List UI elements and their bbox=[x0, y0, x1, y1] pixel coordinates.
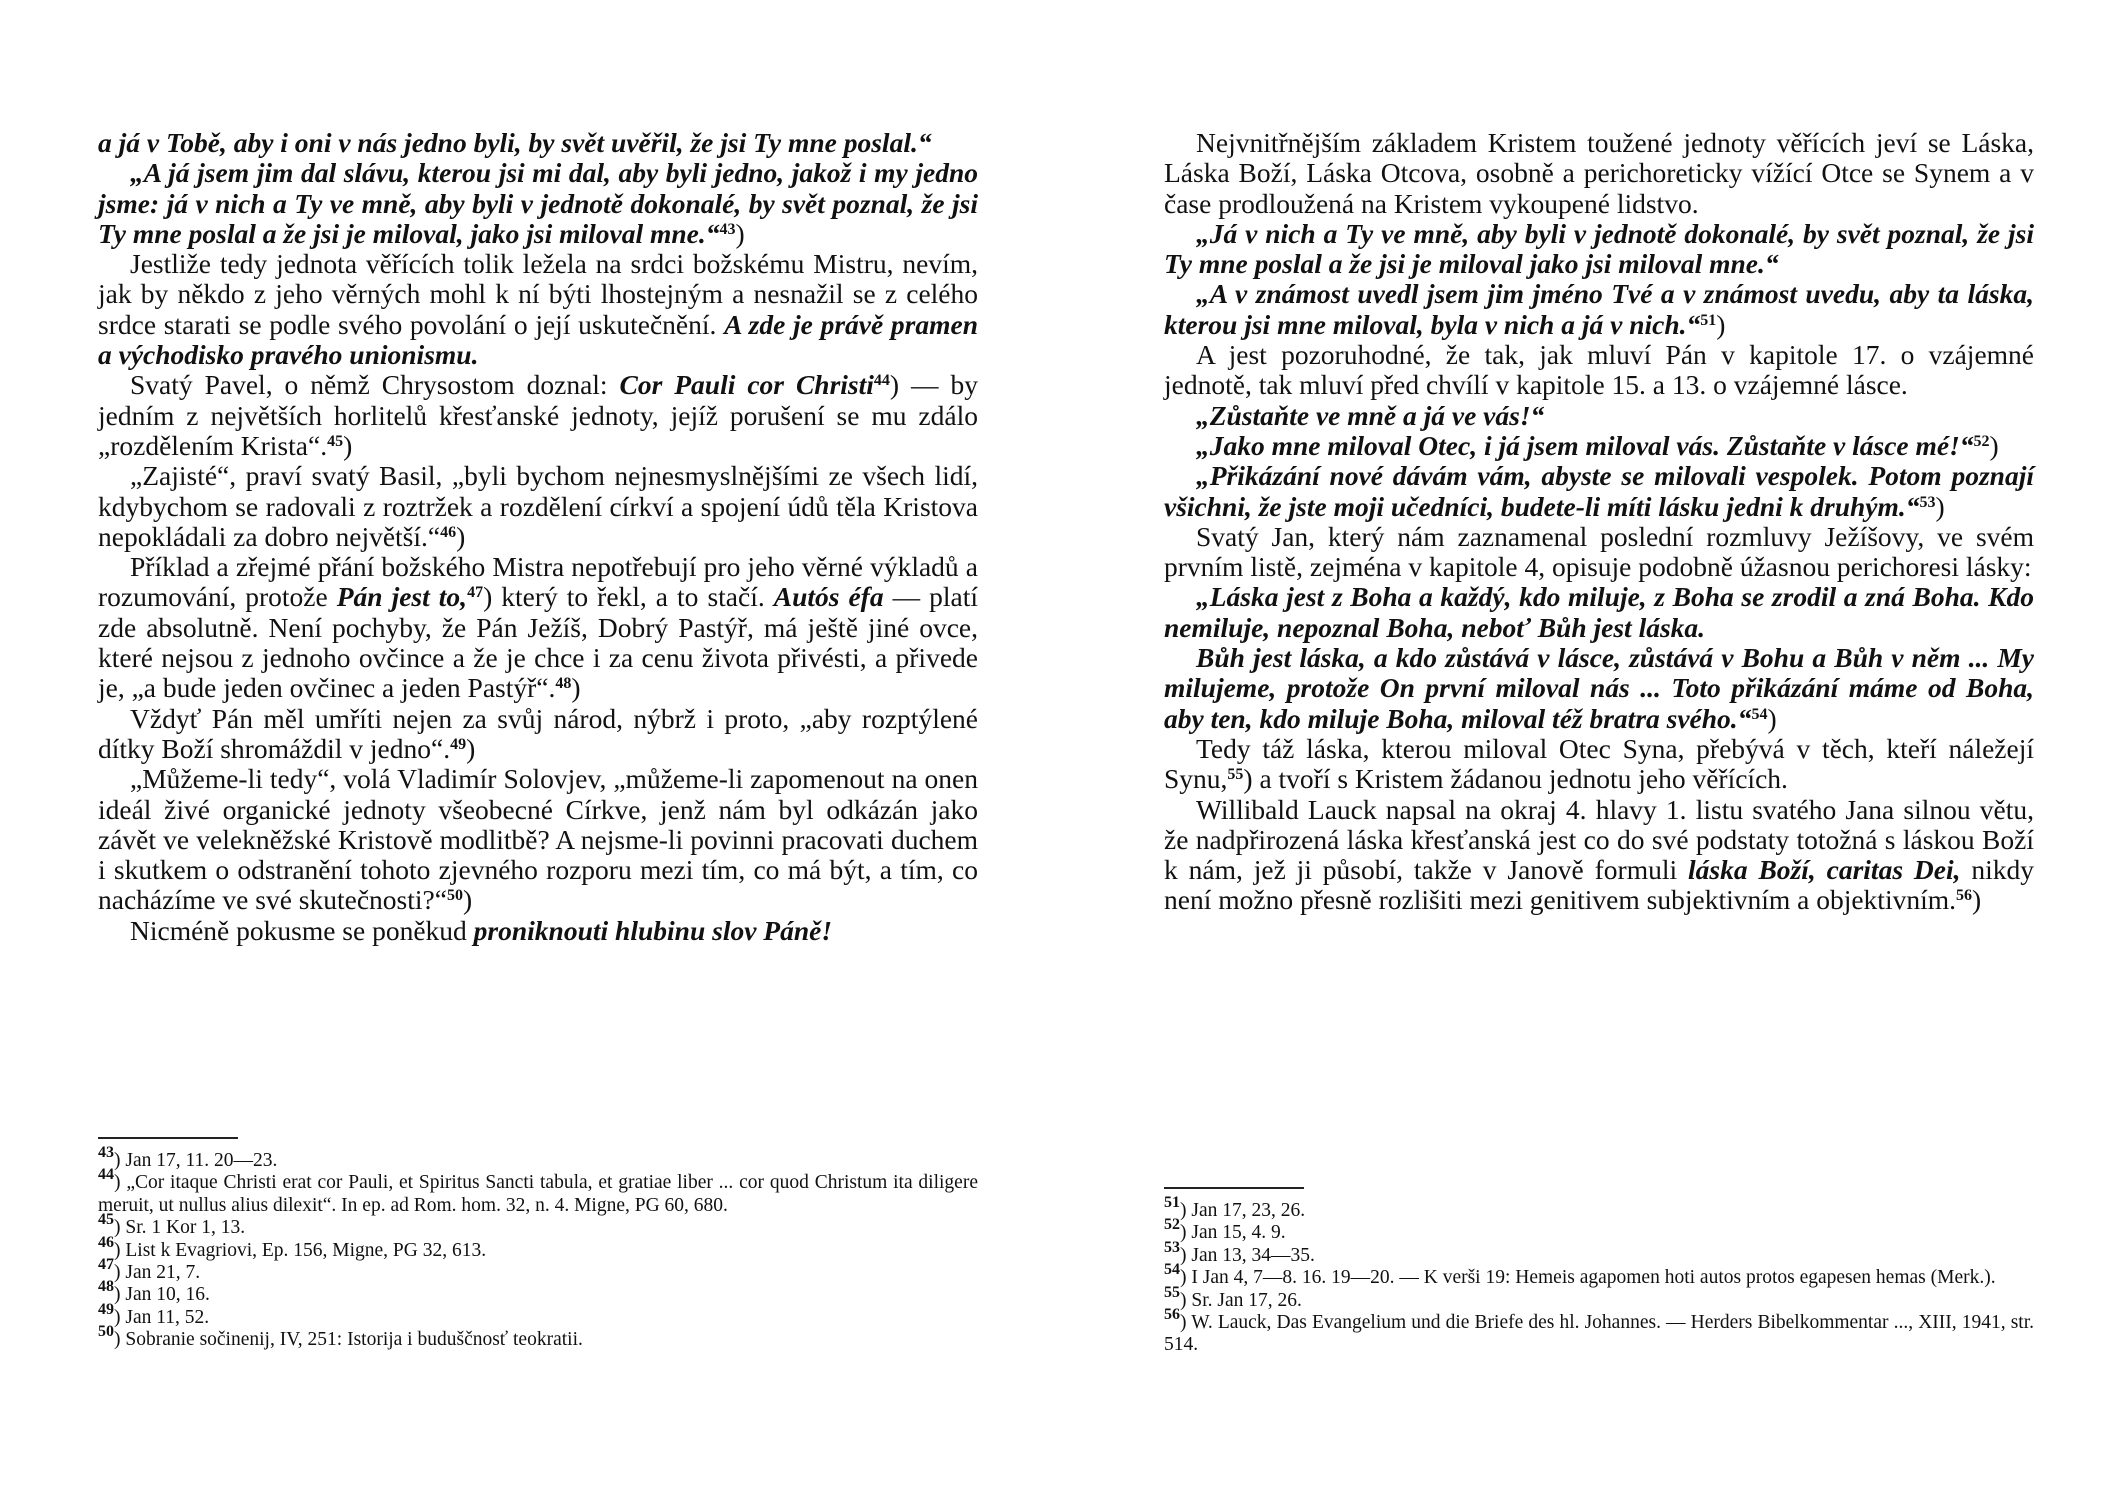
footnote-ref: 45 bbox=[327, 432, 344, 450]
paragraph bbox=[1164, 582, 2034, 643]
footnote bbox=[98, 1233, 978, 1262]
emphasis-text: „Láska jest z Boha a každý, kdo miluje, z Boha se zrodil a zná Boha. Kdo nemiluje, nepoznal Boha, neboť Bůh jest láska. bbox=[1164, 581, 2034, 643]
emphasis-text: „Zůstaňte ve mně a já ve vás!“ bbox=[1196, 399, 1545, 431]
footnote-number: 55 bbox=[1164, 1283, 1180, 1301]
text-run: Nicméně pokusme se poněkud bbox=[130, 914, 474, 946]
footnote-ref: 49 bbox=[450, 735, 467, 753]
emphasis-text: láska Boží, caritas Dei, bbox=[1687, 854, 1961, 886]
text-run: ) který to řekl, a to stačí. bbox=[483, 581, 774, 613]
emphasis-text: Autós éfa bbox=[773, 581, 884, 613]
footnote-text: Sr. 1 Kor 1, 13. bbox=[125, 1217, 246, 1239]
footnote-paren: ) bbox=[114, 1329, 126, 1351]
text-run: Svatý Jan, který nám zaznamenal poslední rozmluvy Ježíšovy, ve svém prvním listě, zejména v kapitole 4, opisuje podobně úžasnou perichoresi lásky: bbox=[1164, 520, 2034, 583]
footnote-number: 46 bbox=[98, 1233, 114, 1251]
footnote-text: Sobranie sočinenij, IV, 251: Istorija i buduščnosť teokratii. bbox=[125, 1329, 583, 1351]
text-run: Willibald Lauck napsal na okraj 4. hlavy 1. listu svatého Jana silnou větu, že nadpřirozená láska křesťanská jest co do své podstaty totožná s láskou Boží k nám, jež ji působí, takže v Janově formuli bbox=[1164, 793, 2034, 886]
footnote-ref: 46 bbox=[440, 523, 457, 541]
text-run: „Zajisté“, praví svatý Basil, „byli bychom nejnesmyslnějšími ze všech lidí, kdybychom se radovali z roztržek a rozdělení církví a spojení údů těla Kristova nepokládali za dobro největší.“ bbox=[98, 460, 978, 552]
emphasis-text: „A já jsem jim dal slávu, kterou jsi mi dal, aby byli jedno, jakož i my jedno jsme: já v nich a Ty ve mně, aby byli v jednotě dokonalé, by svět poznal, že jsi Ty mne poslal a že jsi je miloval, jako jsi miloval mne.“ bbox=[98, 157, 978, 249]
text-run: nikdy není možno přesně rozlišiti mezi genitivem subjektivním a objektivním. bbox=[1164, 854, 2034, 916]
footnote bbox=[1164, 1261, 2034, 1289]
paragraph bbox=[98, 461, 978, 552]
footnote bbox=[1164, 1238, 2034, 1267]
footnote-paren: ) bbox=[1180, 1200, 1192, 1221]
footnote bbox=[98, 1300, 978, 1329]
emphasis-text: a já v Tobě, aby i oni v nás jedno byli, by svět uvěřil, že jsi Ty mne poslal.“ bbox=[98, 127, 932, 158]
footnote-ref: 47 bbox=[467, 584, 484, 602]
footnote-number: 50 bbox=[98, 1323, 114, 1341]
footnote bbox=[98, 1144, 978, 1172]
text-run: Tedy táž láska, kterou miloval Otec Syna, přebývá v těch, kteří náležejí Synu, bbox=[1164, 732, 2034, 795]
footnote-ref: 51 bbox=[1700, 311, 1717, 329]
footnote-paren: ) bbox=[114, 1150, 126, 1171]
footnote-paren: ) bbox=[114, 1172, 127, 1194]
left-footnotes bbox=[98, 1144, 978, 1352]
footnote-number: 53 bbox=[1164, 1238, 1180, 1256]
footnote bbox=[1164, 1216, 2034, 1244]
paragraph bbox=[1164, 734, 2034, 795]
footnote-number: 52 bbox=[1164, 1216, 1180, 1234]
left-page-body bbox=[98, 128, 978, 946]
footnote bbox=[98, 1256, 978, 1284]
text-run: Jestliže tedy jednota věřících tolik ležela na srdci božskému Mistru, nevím, jak by někdo z jeho věrných mohl k ní býti lhostejným a nesnažil se z celého srdce starati se podle svého povolání o její uskutečnění. bbox=[98, 248, 978, 340]
footnote bbox=[1164, 1283, 2034, 1312]
footnote-text: Jan 13, 34—35. bbox=[1191, 1244, 1315, 1266]
footnote-number: 44 bbox=[98, 1166, 114, 1184]
right-footnotes bbox=[1164, 1194, 2034, 1357]
text-run: ) a tvoří s Kristem žádanou jednotu jeho věřících. bbox=[1243, 763, 1788, 795]
footnote-paren: ) bbox=[114, 1306, 126, 1328]
emphasis-text: Cor Pauli cor Christi bbox=[619, 369, 874, 401]
footnote-paren: ) bbox=[1180, 1312, 1192, 1334]
footnote-text: W. Lauck, Das Evangelium und die Briefe des hl. Johannes. — Herders Bibelkommentar ..., XIII, 1941, str. 514. bbox=[1164, 1312, 2034, 1356]
text-run: ) bbox=[462, 884, 473, 916]
text-run: ) — by jedním z největších horlitelů křesťanské jednoty, jejíž porušení se mu zdálo „rozdělením Krista“. bbox=[98, 369, 978, 461]
paragraph bbox=[1164, 795, 2034, 916]
emphasis-text: „Jako mne miloval Otec, i já jsem miloval vás. Zůstaňte v lásce mé!“ bbox=[1196, 429, 1974, 461]
paragraph bbox=[98, 370, 978, 461]
emphasis-text: „Já v nich a Ty ve mně, aby byli v jednotě dokonalé, by svět poznal, že jsi Ty mne poslal a že jsi je miloval jako jsi miloval mne.“ bbox=[1164, 217, 2034, 280]
text-run: ) bbox=[1767, 702, 1777, 734]
footnote-paren: ) bbox=[1180, 1244, 1192, 1266]
text-run: ) bbox=[1935, 490, 1945, 522]
paragraph bbox=[1164, 340, 2034, 401]
text-run: ) bbox=[1989, 429, 1999, 461]
footnote-number: 48 bbox=[98, 1278, 114, 1296]
footnote-text: Sr. Jan 17, 26. bbox=[1191, 1289, 1302, 1311]
footnote-ref: 50 bbox=[446, 887, 463, 905]
paragraph bbox=[1164, 401, 2034, 431]
footnote-text: Jan 17, 11. 20—23. bbox=[125, 1150, 278, 1171]
footnote-number: 49 bbox=[98, 1300, 114, 1318]
footnote-number: 54 bbox=[1164, 1261, 1180, 1279]
paragraph bbox=[98, 249, 978, 370]
footnote-ref: 56 bbox=[1956, 887, 1972, 905]
emphasis-text: „Přikázání nové dávám vám, abyste se milovali vespolek. Potom poznají všichni, že jste moji učedníci, budete-li míti lásku jedni k druhým.“ bbox=[1164, 460, 2034, 522]
footnote-ref: 43 bbox=[719, 220, 736, 238]
paragraph bbox=[98, 552, 978, 703]
paragraph bbox=[98, 764, 978, 915]
footnote-number: 47 bbox=[98, 1256, 114, 1274]
text-run: Svatý Pavel, o němž Chrysostom doznal: bbox=[130, 369, 620, 401]
footnote-ref: 53 bbox=[1919, 493, 1936, 511]
paragraph bbox=[1164, 431, 2034, 461]
footnote-ref: 55 bbox=[1227, 766, 1244, 784]
paragraph bbox=[98, 704, 978, 765]
emphasis-text: Pán jest to, bbox=[336, 581, 468, 613]
emphasis-text: „A v známost uvedl jsem jim jméno Tvé a v známost uvedu, aby ta láska, kterou jsi mne miloval, byla v nich a já v nich.“ bbox=[1164, 278, 2034, 340]
text-run: ) bbox=[1972, 884, 1982, 916]
paragraph bbox=[98, 916, 978, 946]
footnote-ref: 54 bbox=[1751, 705, 1768, 723]
text-run: Příklad a zřejmé přání božského Mistra nepotřebují pro jeho věrné výkladů a rozumování, protože bbox=[98, 551, 978, 613]
footnote-text: Jan 11, 52. bbox=[125, 1306, 210, 1328]
text-run: „Můžeme-li tedy“, volá Vladimír Solovjev, „můžeme-li zapomenout na onen ideál živé organické jednoty všeobecné Církve, jenž nám byl odkázán jako závět ve velekněžské Kristově modlitbě? A nejsme-li povinni pracovati duchem i skutkem o odstranění tohoto zjevného rozporu mezi tím, co má být, a tím, co nacházíme ve své skutečnosti?“ bbox=[98, 763, 978, 916]
text-run: ) bbox=[1716, 308, 1726, 340]
text-run: — platí zde absolutně. Není pochyby, že Pán Ježíš, Dobrý Pastýř, má ještě jiné ovce, které nejsou z jednoho ovčince a že je chce i za cenu života přivésti, a přivede je, „a bude jeden ovčinec a jeden Pastýř“. bbox=[98, 581, 979, 704]
paragraph bbox=[98, 128, 978, 158]
footnote-paren: ) bbox=[1180, 1222, 1192, 1244]
right-page bbox=[1164, 0, 2034, 1500]
footnote-ref: 44 bbox=[873, 372, 890, 390]
footnote-rule bbox=[98, 1137, 238, 1139]
text-run: ) bbox=[571, 672, 581, 704]
footnote-ref: 52 bbox=[1973, 432, 1990, 450]
footnote bbox=[1164, 1194, 2034, 1222]
paragraph bbox=[1164, 219, 2034, 280]
footnote bbox=[98, 1278, 978, 1306]
footnote-number: 45 bbox=[98, 1211, 114, 1229]
text-run: ) bbox=[456, 520, 466, 552]
emphasis-text: A zde je právě pramen a východisko pravého unionismu. bbox=[98, 308, 978, 371]
paragraph bbox=[1164, 279, 2034, 340]
footnote-text: Jan 10, 16. bbox=[125, 1284, 210, 1306]
footnote-number: 43 bbox=[98, 1144, 114, 1161]
footnote-paren: ) bbox=[114, 1239, 126, 1261]
footnote-number: 51 bbox=[1164, 1194, 1180, 1211]
emphasis-text: Bůh jest láska, a kdo zůstává v lásce, zůstává v Bohu a Bůh v něm ... My milujeme, protože On první miloval nás ... Toto přikázání máme od Boha, aby ten, kdo miluje Boha, miloval též bratra svého.“ bbox=[1164, 642, 2034, 734]
footnote-paren: ) bbox=[114, 1284, 126, 1306]
left-page bbox=[98, 0, 978, 1500]
footnote-ref: 48 bbox=[555, 675, 572, 693]
footnote-paren: ) bbox=[1180, 1267, 1192, 1289]
footnote-text: „Cor itaque Christi erat cor Pauli, et Spiritus Sancti tabula, et gratiae liber ... cor quod Christum ita diligere meruit, ut nullus alius dilexit“. In ep. ad Rom. hom. 32, n. 4. Migne, PG 60, 680. bbox=[98, 1172, 978, 1216]
footnote bbox=[98, 1166, 978, 1217]
paragraph bbox=[1164, 522, 2034, 583]
text-run: A jest pozoruhodné, že tak, jak mluví Pán v kapitole 17. o vzájemné jednotě, tak mluví před chvílí v kapitole 15. a 13. o vzájemné lásce. bbox=[1164, 339, 2034, 401]
footnote-paren: ) bbox=[114, 1217, 126, 1239]
footnote-text: Jan 17, 23, 26. bbox=[1191, 1200, 1306, 1221]
footnote bbox=[1164, 1306, 2034, 1357]
footnote-paren: ) bbox=[1180, 1289, 1192, 1311]
text-run: ) bbox=[466, 732, 476, 764]
footnote-text: Jan 21, 7. bbox=[125, 1262, 201, 1284]
text-run: Vždyť Pán měl umříti nejen za svůj národ, nýbrž i proto, „aby rozptýlené dítky Boží shromáždil v jedno“. bbox=[98, 702, 978, 764]
footnote-text: Jan 15, 4. 9. bbox=[1191, 1222, 1286, 1244]
footnote-text: I Jan 4, 7—8. 16. 19—20. — K verši 19: Hemeis agapomen hoti autos protos egapesen hemas (Merk.). bbox=[1191, 1267, 1996, 1289]
emphasis-text: proniknouti hlubinu slov Páně! bbox=[473, 914, 833, 946]
footnote-rule bbox=[1164, 1187, 1304, 1189]
footnote-paren: ) bbox=[114, 1262, 126, 1284]
paragraph bbox=[1164, 128, 2034, 219]
footnote-number: 56 bbox=[1164, 1306, 1180, 1324]
text-run: ) bbox=[343, 429, 353, 461]
paragraph bbox=[98, 158, 978, 249]
footnote bbox=[98, 1211, 978, 1239]
paragraph bbox=[1164, 643, 2034, 734]
right-page-body bbox=[1164, 128, 2034, 916]
paragraph bbox=[1164, 461, 2034, 522]
text-run: ) bbox=[735, 217, 745, 249]
text-run: Nejvnitřnějším základem Kristem toužené jednoty věřících jeví se Láska, Láska Boží, Láska Otcova, osobně a perichoreticky vížící Otce se Synem a v čase prodloužená na Kristem vykoupené lidstvo. bbox=[1164, 127, 2034, 219]
footnote bbox=[98, 1323, 978, 1351]
footnote-text: List k Evagriovi, Ep. 156, Migne, PG 32, 613. bbox=[125, 1239, 487, 1261]
